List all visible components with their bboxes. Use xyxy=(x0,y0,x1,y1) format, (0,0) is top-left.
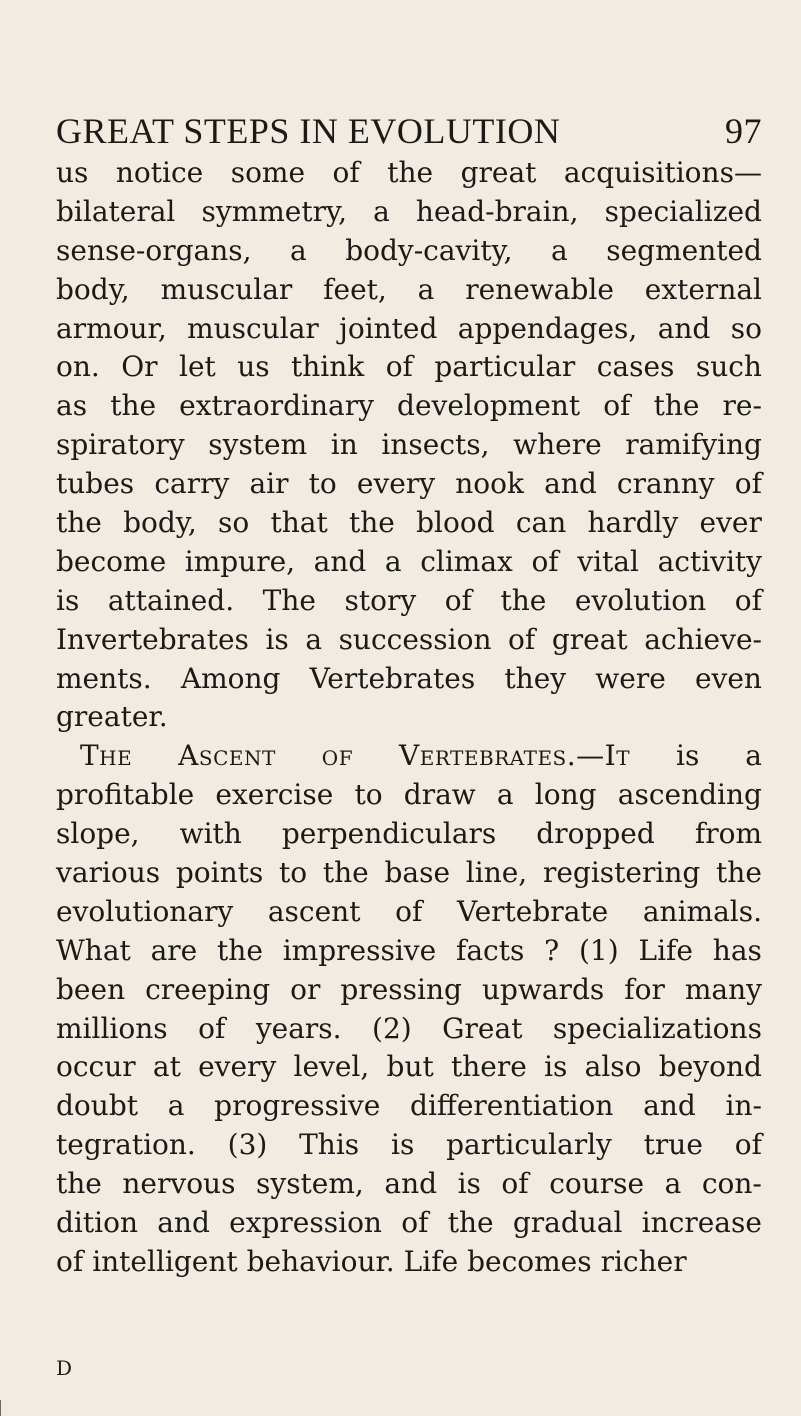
text-word: of xyxy=(531,544,559,578)
text-line xyxy=(56,426,762,465)
text-word: they xyxy=(504,661,567,695)
text-line xyxy=(56,1165,762,1204)
text-word: nook xyxy=(455,467,524,501)
text-line xyxy=(56,1126,762,1165)
text-word: so xyxy=(730,311,762,345)
text-word: body, xyxy=(123,506,197,540)
text-word: or xyxy=(290,972,321,1006)
text-word: line, xyxy=(465,856,528,890)
text-word: where xyxy=(513,428,602,462)
text-word: achieve- xyxy=(644,622,762,656)
text-line xyxy=(56,1087,762,1126)
text-line xyxy=(56,854,762,893)
text-word: a xyxy=(417,272,435,306)
text-word: bilateral xyxy=(56,194,176,228)
text-word: even xyxy=(694,661,762,695)
text-word: great xyxy=(460,156,537,189)
text-word: many xyxy=(684,972,762,1006)
text-word: great xyxy=(551,622,628,656)
text-word: richer xyxy=(600,1244,687,1278)
text-word: some xyxy=(230,156,306,189)
text-word: hardly xyxy=(587,506,679,540)
body-text xyxy=(56,154,762,1282)
text-word: body, xyxy=(56,272,130,306)
text-word: and xyxy=(544,467,597,501)
text-word: are xyxy=(150,933,198,967)
text-word: on. xyxy=(56,350,100,384)
text-word: extraordinary xyxy=(179,389,374,423)
text-word: the xyxy=(653,389,700,423)
text-word: sense-organs, xyxy=(56,233,252,267)
text-word: the xyxy=(217,933,263,967)
text-word: head-brain, xyxy=(415,194,579,228)
text-word: points xyxy=(175,856,264,890)
text-word: with xyxy=(179,817,242,851)
text-word: become xyxy=(56,544,167,578)
text-word: The xyxy=(80,739,133,773)
text-word: development xyxy=(397,389,581,423)
text-word: of xyxy=(385,350,413,384)
text-line xyxy=(56,387,762,426)
text-word: of xyxy=(332,156,360,189)
text-word: spiratory xyxy=(56,428,185,462)
text-word: so xyxy=(218,506,250,540)
text-word: in xyxy=(330,428,358,462)
text-line xyxy=(56,348,762,387)
text-word: succession xyxy=(338,622,492,656)
text-word: ments. xyxy=(56,661,152,695)
text-word: particularly xyxy=(446,1128,612,1162)
text-word: of xyxy=(734,1128,762,1162)
text-word: registering xyxy=(542,856,701,890)
text-word: a xyxy=(384,544,402,578)
text-line xyxy=(56,1243,762,1282)
text-word: beyond xyxy=(658,1050,762,1084)
text-word: were xyxy=(595,661,666,695)
text-line xyxy=(56,971,762,1010)
text-word: and xyxy=(313,544,367,578)
text-word: and xyxy=(157,1206,210,1240)
text-word: Among xyxy=(180,661,281,695)
text-word: for xyxy=(624,972,665,1006)
text-word: tegration. xyxy=(56,1128,196,1162)
text-word: Life xyxy=(403,1244,459,1278)
text-word: pressing xyxy=(340,972,462,1006)
text-word: course xyxy=(549,1167,645,1201)
text-word: a xyxy=(664,1167,682,1201)
text-line xyxy=(56,1010,762,1049)
text-word: of xyxy=(508,622,536,656)
text-word: ramifying xyxy=(625,428,762,462)
text-line xyxy=(56,154,762,193)
text-word: the xyxy=(56,506,102,540)
text-word: dropped xyxy=(536,817,655,851)
text-word: occur xyxy=(56,1050,136,1084)
text-word: expression xyxy=(229,1206,382,1240)
text-word: evolution xyxy=(574,583,707,617)
text-line xyxy=(56,582,762,621)
text-word: at xyxy=(152,1050,181,1084)
text-word: a xyxy=(496,778,514,812)
text-word: progressive xyxy=(214,1089,381,1123)
text-word: con- xyxy=(701,1167,762,1201)
text-word: Invertebrates xyxy=(56,622,249,656)
text-word: us xyxy=(56,156,89,189)
text-word: of xyxy=(501,1167,529,1201)
text-word: gradual xyxy=(512,1206,623,1240)
text-word: that xyxy=(270,506,328,540)
text-line xyxy=(56,815,762,854)
text-word: is xyxy=(390,1128,415,1162)
text-word: facts xyxy=(456,933,525,967)
text-word: is xyxy=(265,622,289,656)
text-word: the xyxy=(322,856,369,890)
text-line xyxy=(56,193,762,232)
text-word: attained. xyxy=(107,583,235,617)
text-word: of xyxy=(321,739,354,773)
text-word: specializations xyxy=(552,1011,762,1045)
text-word: of xyxy=(395,894,423,928)
text-word: to xyxy=(308,467,337,501)
text-word: upwards xyxy=(481,972,605,1006)
text-word: impressive xyxy=(282,933,437,967)
text-word: external xyxy=(644,272,762,306)
running-head xyxy=(56,110,762,156)
text-word: creeping xyxy=(145,972,271,1006)
text-word: doubt xyxy=(56,1089,138,1123)
text-word: the xyxy=(56,1167,102,1201)
text-word: a xyxy=(373,194,390,228)
text-word: ascent xyxy=(267,894,361,928)
text-line xyxy=(56,465,762,504)
text-word: been xyxy=(56,972,126,1006)
text-word: dition xyxy=(56,1206,138,1240)
text-line xyxy=(56,543,762,582)
text-word: Great xyxy=(442,1011,523,1045)
text-word: Life xyxy=(638,933,693,967)
text-word: such xyxy=(695,350,762,384)
text-word: of xyxy=(401,1206,429,1240)
text-word: as xyxy=(56,389,88,423)
text-word: tubes xyxy=(56,467,135,501)
text-word: (2) xyxy=(372,1011,412,1045)
text-word: muscular xyxy=(160,272,293,306)
text-word: specialized xyxy=(604,194,762,228)
text-word: years. xyxy=(255,1011,342,1045)
text-word: is xyxy=(457,1167,481,1201)
text-word: exercise xyxy=(215,778,334,812)
text-word: of xyxy=(56,1244,84,1278)
text-word: ascending xyxy=(617,778,762,812)
chapter-title: GREAT STEPS IN EVOLUTION xyxy=(56,111,561,151)
text-line xyxy=(56,698,762,737)
text-word: animals. xyxy=(642,894,762,928)
text-word: (3) xyxy=(227,1128,268,1162)
text-word: in- xyxy=(725,1089,762,1123)
text-word: blood xyxy=(416,506,495,540)
text-word: feet, xyxy=(323,272,387,306)
text-word: What xyxy=(56,933,131,967)
text-word: every xyxy=(356,467,436,501)
text-word: (1) xyxy=(579,933,619,967)
text-word: level, xyxy=(293,1050,370,1084)
signature-mark: D xyxy=(56,1356,73,1380)
text-word: slope, xyxy=(56,817,140,851)
text-word: Vertebrates xyxy=(309,661,476,695)
text-word: to xyxy=(279,856,308,890)
text-word: a xyxy=(305,622,323,656)
text-word: millions xyxy=(56,1011,168,1045)
text-word: carry xyxy=(154,467,230,501)
text-word: system xyxy=(208,428,308,462)
text-word: cranny xyxy=(616,467,715,501)
text-word: differentiation xyxy=(410,1089,614,1123)
text-word: can xyxy=(515,506,567,540)
text-word: insects, xyxy=(381,428,490,462)
text-line xyxy=(56,660,762,699)
text-word: This xyxy=(299,1128,360,1162)
text-word: the xyxy=(500,583,547,617)
text-word: draw xyxy=(403,778,476,812)
text-word: acquisitions— xyxy=(563,156,762,189)
text-word: cases xyxy=(596,350,675,384)
text-word: armour, xyxy=(56,311,167,345)
text-word: increase xyxy=(641,1206,762,1240)
text-word: of xyxy=(603,389,631,423)
page-number: 97 xyxy=(725,111,762,151)
text-word: nervous xyxy=(122,1167,236,1201)
text-word: Ascent xyxy=(178,739,276,773)
text-word: intelligent xyxy=(92,1244,238,1278)
text-word: ever xyxy=(699,506,762,540)
text-word: renewable xyxy=(465,272,614,306)
text-line xyxy=(56,271,762,310)
text-word: the xyxy=(716,856,762,890)
text-word: every xyxy=(198,1050,277,1084)
text-word: the xyxy=(387,156,434,189)
text-word: greater. xyxy=(56,700,168,734)
text-word: jointed xyxy=(339,311,438,345)
text-word: think xyxy=(291,350,365,384)
text-word: us xyxy=(237,350,270,384)
text-word: appendages, xyxy=(457,311,638,345)
text-word: but xyxy=(386,1050,434,1084)
text-word: is xyxy=(676,739,700,773)
text-word: to xyxy=(354,778,383,812)
text-word: of xyxy=(734,583,762,617)
text-word: notice xyxy=(115,156,204,189)
text-line xyxy=(56,1204,762,1243)
text-word: let xyxy=(178,350,216,384)
text-word: a xyxy=(167,1089,185,1123)
text-word: climax xyxy=(420,544,513,578)
text-word: of xyxy=(444,583,472,617)
text-line xyxy=(56,893,762,932)
text-word: symmetry, xyxy=(201,194,347,228)
text-word: profitable xyxy=(56,778,195,812)
text-word: The xyxy=(262,583,316,617)
text-line xyxy=(56,737,762,776)
text-word: is xyxy=(544,1050,568,1084)
text-word: body-cavity, xyxy=(345,233,513,267)
text-word: a xyxy=(745,739,762,773)
text-word: becomes xyxy=(467,1244,592,1278)
text-word: re- xyxy=(722,389,762,423)
text-word: segmented xyxy=(606,233,762,267)
text-line xyxy=(56,776,762,815)
text-word: from xyxy=(694,817,762,851)
text-word: Or xyxy=(121,350,158,384)
text-word: vital xyxy=(577,544,639,578)
text-word: and xyxy=(643,1089,696,1123)
text-line xyxy=(56,504,762,543)
text-word: and xyxy=(384,1167,438,1201)
text-word: impure, xyxy=(184,544,296,578)
text-word: perpendiculars xyxy=(281,817,497,851)
text-word: and xyxy=(657,311,711,345)
text-line xyxy=(56,621,762,660)
text-word: story xyxy=(344,583,417,617)
text-word: has xyxy=(712,933,762,967)
text-word: of xyxy=(734,467,762,501)
text-word: Vertebrates.—It xyxy=(399,739,631,773)
text-line xyxy=(56,232,762,271)
text-word: air xyxy=(249,467,289,501)
text-word: system, xyxy=(256,1167,364,1201)
text-line xyxy=(56,932,762,971)
text-word: muscular xyxy=(187,311,319,345)
text-word: behaviour. xyxy=(246,1244,395,1278)
text-word: the xyxy=(110,389,157,423)
text-word: true xyxy=(643,1128,703,1162)
text-word: activity xyxy=(657,544,762,578)
page-edge-line xyxy=(0,1400,1,1416)
text-line xyxy=(56,1048,762,1087)
text-word: ? xyxy=(544,933,560,967)
text-word: long xyxy=(534,778,597,812)
text-word: of xyxy=(198,1011,226,1045)
text-line xyxy=(56,310,762,349)
text-word: also xyxy=(584,1050,642,1084)
text-word: evolutionary xyxy=(56,894,234,928)
text-word: the xyxy=(348,506,395,540)
text-word: base xyxy=(384,856,451,890)
text-word: particular xyxy=(434,350,576,384)
text-word: Vertebrate xyxy=(456,894,609,928)
text-word: a xyxy=(551,233,568,267)
text-word: the xyxy=(447,1206,494,1240)
text-word: there xyxy=(451,1050,527,1084)
text-word: a xyxy=(290,233,307,267)
text-word: is xyxy=(56,583,80,617)
text-word: various xyxy=(56,856,161,890)
